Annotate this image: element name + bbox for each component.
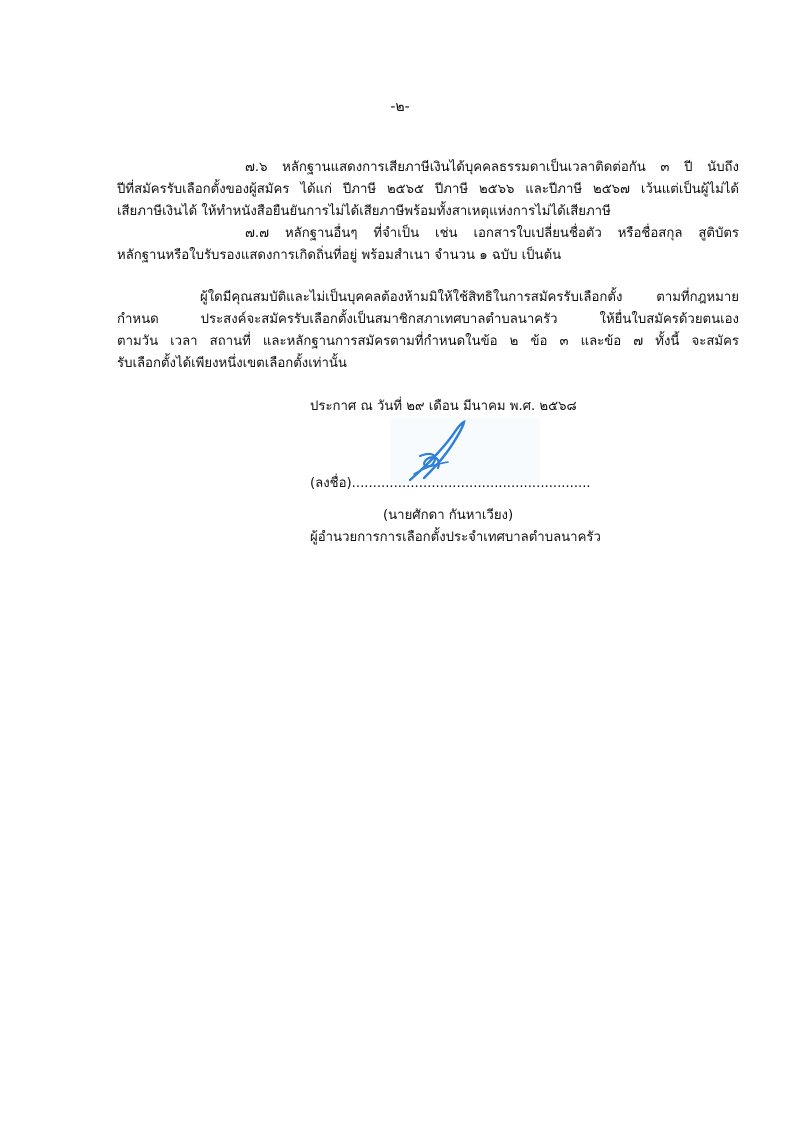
page-number: -๒- [390, 99, 410, 115]
item-7-6-line-3: เสียภาษีเงินได้ ให้ทำหนังสือยืนยันการไม่ได้เสียภาษีพร้อมทั้งสาเหตุแห่งการไม่ได้เสียภาษี [117, 204, 611, 219]
item-7-6-line-2: ปีที่สมัครรับเลือกตั้งของผู้สมัคร ได้แก่ ปีภาษี ๒๕๖๕ ปีภาษี ๒๕๖๖ และปีภาษี ๒๕๖๗ เว้นแต่เป็นผู้ไม่ได้ [117, 182, 739, 197]
signer-position: ผู้อำนวยการการเลือกตั้งประจำเทศบาลตำบลนาครัว [310, 530, 601, 545]
item-7-6-line-1: ๗.๖ หลักฐานแสดงการเสียภาษีเงินได้บุคคลธรรมดาเป็นเวลาติดต่อกัน ๓ ปี นับถึง [245, 160, 739, 175]
paragraph-line-2: กำหนด ประสงค์จะสมัครรับเลือกตั้งเป็นสมาชิกสภาเทศบาลตำบลนาครัว ให้ยื่นใบสมัครด้วยตนเอง [117, 312, 739, 327]
item-7-7-line-2: หลักฐานหรือใบรับรองแสดงการเกิดถิ่นที่อยู่ พร้อมสำเนา จำนวน ๑ ฉบับ เป็นต้น [117, 248, 562, 263]
signature-line: (ลงชื่อ)......................................................... [310, 476, 591, 491]
announcement-date: ประกาศ ณ วันที่ ๒๙ เดือน มีนาคม พ.ศ. ๒๕๖๘ [310, 399, 577, 414]
paragraph-line-3: ตามวัน เวลา สถานที่ และหลักฐานการสมัครตามที่กำหนดในข้อ ๒ ข้อ ๓ และข้อ ๗ ทั้งนี้ จะสมัคร [117, 334, 739, 349]
item-7-7-line-1: ๗.๗ หลักฐานอื่นๆ ที่จำเป็น เช่น เอกสารใบเปลี่ยนชื่อตัว หรือชื่อสกุล สูติบัตร [245, 226, 739, 241]
paragraph-line-1: ผู้ใดมีคุณสมบัติและไม่เป็นบุคคลต้องห้ามมิให้ใช้สิทธิในการสมัครรับเลือกตั้ง ตามที่กฎหมาย [200, 290, 739, 305]
paragraph-line-4: รับเลือกตั้งได้เพียงหนึ่งเขตเลือกตั้งเท่านั้น [117, 356, 347, 371]
signer-name: (นายศักดา กันหาเวียง) [383, 508, 514, 523]
